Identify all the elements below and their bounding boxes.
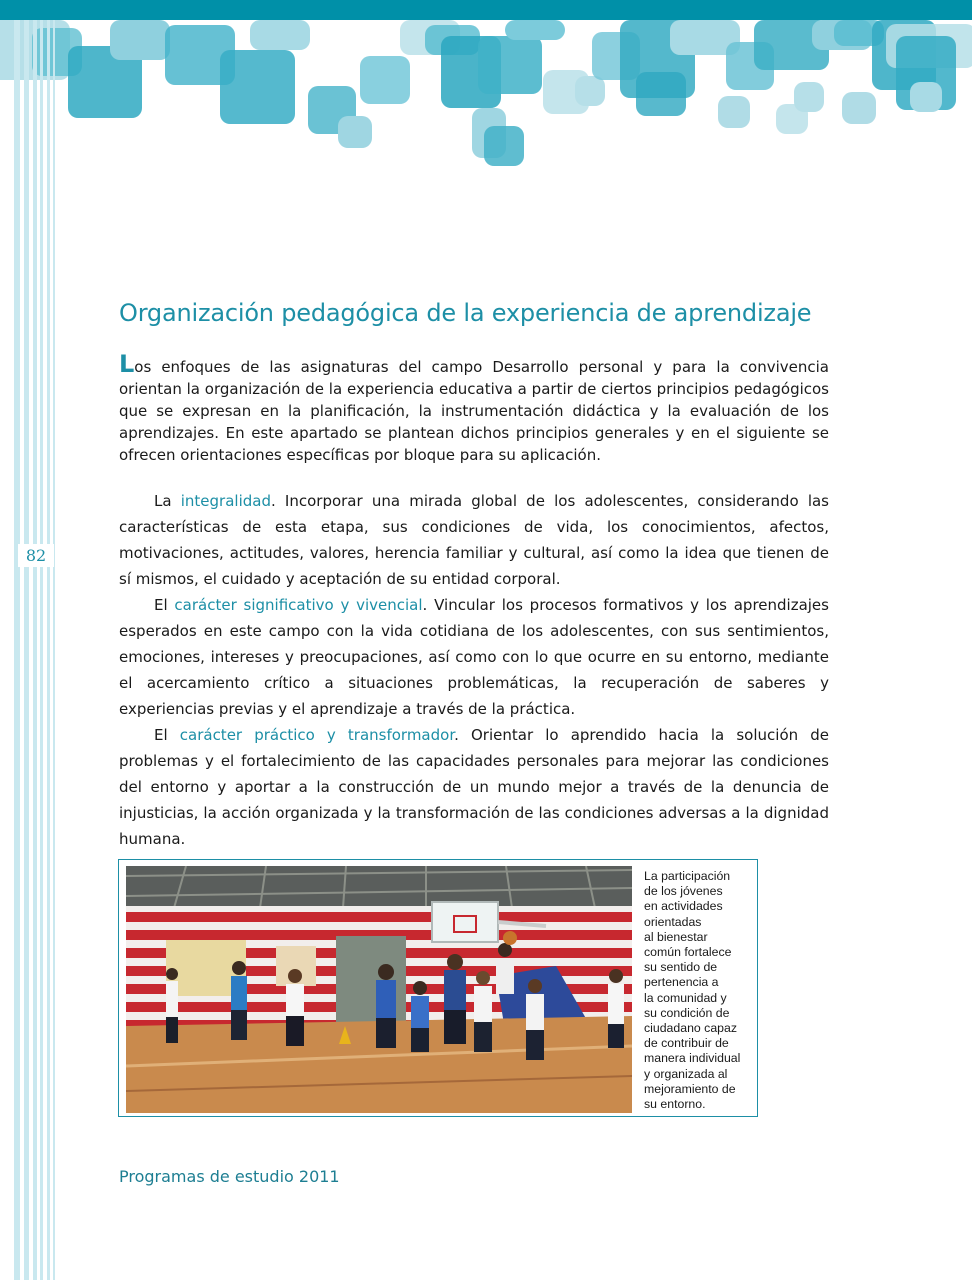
caption-line: común fortalece [644, 945, 732, 960]
caption-line: y organizada al [644, 1066, 728, 1081]
caption-line: pertenencia a [644, 975, 719, 990]
caption-line: La participación [644, 869, 731, 883]
caption-line: la comunidad y [644, 990, 727, 1005]
principle-body: . Vincular los procesos formativos y los aprendizajes esperados en este campo con la vida cotidiana de los adolescentes, con sus sentimientos, emociones, intereses y preocupaciones, así como con lo que ocurre en su entorno, mediante el acercamiento crítico a situaciones problemáticas, la recuperación de saberes y experiencias previas y el aprendizaje a través de la práctica. [119, 596, 829, 718]
caption-line: su entorno. [644, 1097, 706, 1112]
principle-term: carácter práctico y transformador [179, 726, 455, 744]
caption-line: su condición de [644, 1005, 730, 1020]
principle-significativo [119, 592, 829, 722]
caption-line: al bienestar [644, 929, 708, 944]
principle-lead: El [154, 596, 175, 614]
intro-paragraph [119, 350, 829, 466]
caption-line: mejoramiento de [644, 1081, 736, 1096]
principle-body: . Orientar lo aprendido hacia la solución de problemas y el fortalecimiento de las capacidades personales para mejorar las condiciones del entorno y aportar a la construcción de un mundo mejor a través de la denuncia de injusticias, la acción organizada y la transformación de las condiciones adversas a la dignidad humana. [119, 726, 829, 848]
principle-term: carácter significativo y vivencial [174, 596, 423, 614]
drop-cap: L [119, 350, 135, 378]
header-decoration [0, 20, 972, 170]
caption-line: orientadas [644, 914, 702, 929]
photo-caption [644, 869, 756, 1112]
basketball-photo [126, 866, 632, 1113]
caption-line: de contribuir de [644, 1036, 729, 1051]
principle-term: integralidad [180, 492, 271, 510]
principle-lead: El [154, 726, 180, 744]
intro-text: os enfoques de las asignaturas del campo Desarrollo personal y para la convivencia orientan la organización de la experiencia educativa a partir de ciertos principios pedagógicos que se expresan en la planificación, la instrumentación didáctica y la evaluación de los aprendizajes. En este apartado se plantean dichos principios generales y en el siguiente se ofrecen orientaciones específicas por bloque para su aplicación. [119, 358, 829, 464]
caption-line: en actividades [644, 899, 723, 914]
top-bar [0, 0, 972, 20]
page-title: Organización pedagógica de la experiencia de aprendizaje [119, 299, 812, 327]
footer-text: Programas de estudio 2011 [119, 1167, 340, 1186]
caption-line: manera individual [644, 1051, 741, 1066]
principle-lead: La [154, 492, 181, 510]
caption-line: su sentido de [644, 960, 718, 975]
page-number: 82 [18, 544, 54, 567]
principle-body: . Incorporar una mirada global de los adolescentes, considerando las características de esta etapa, sus condiciones de vida, los conocimientos, afectos, motivaciones, actitudes, valores, herencia familiar y cultural, así como la idea que tienen de sí mismos, el cuidado y aceptación de su entidad corporal. [119, 492, 829, 588]
principle-practico [119, 722, 829, 852]
principle-integralidad [119, 488, 829, 592]
principles-section [119, 488, 829, 852]
photo-figure [118, 859, 758, 1117]
caption-line: ciudadano capaz [644, 1021, 737, 1036]
left-stripes [0, 20, 60, 1280]
caption-line: de los jóvenes [644, 884, 723, 899]
